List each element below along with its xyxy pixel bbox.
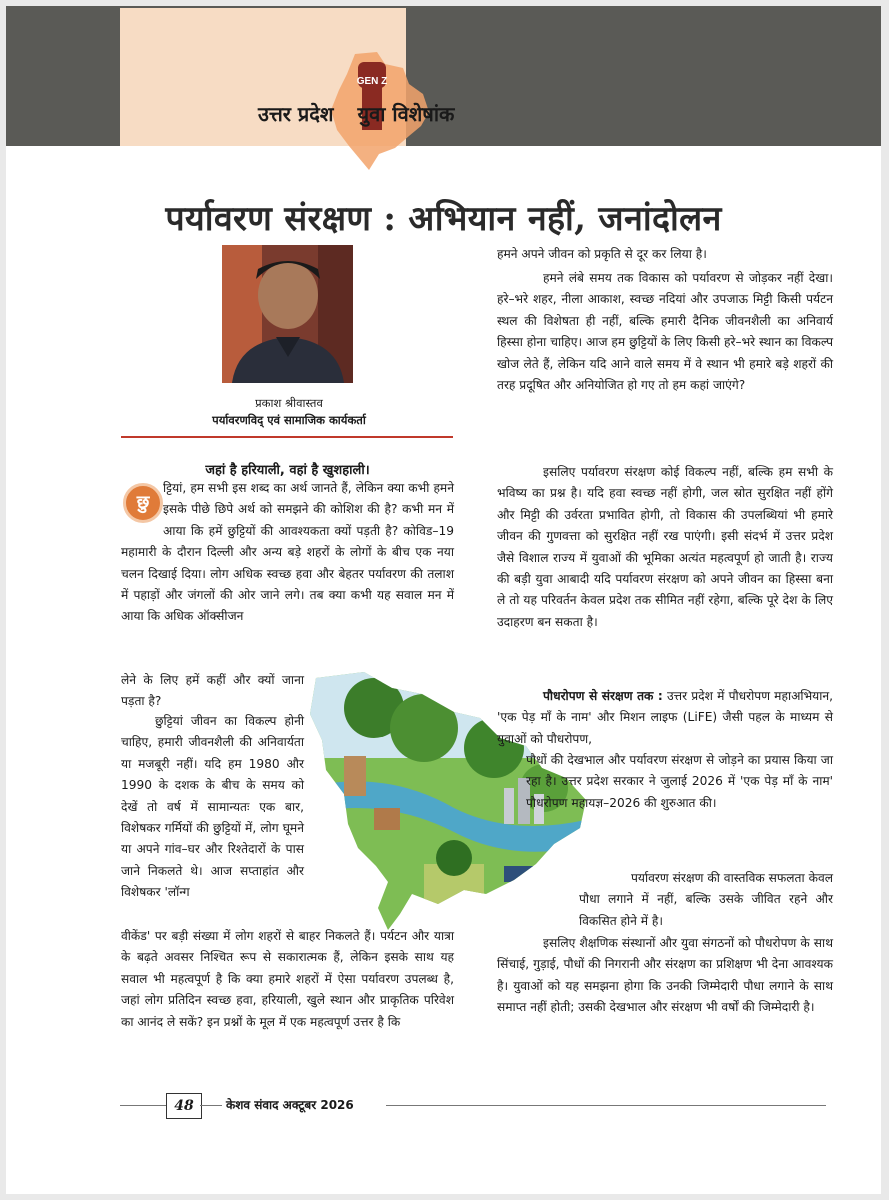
footer-rule-mid xyxy=(200,1105,222,1106)
author-name: प्रकाश श्रीवास्तव xyxy=(255,396,323,410)
section-heading-plantation: पौधरोपण से संरक्षण तक : xyxy=(543,689,663,703)
footer-rule-left xyxy=(120,1105,166,1106)
section-tag-text xyxy=(258,100,454,127)
page-number: 48 xyxy=(166,1093,202,1119)
page-footer xyxy=(6,1091,881,1121)
right-paragraph-7: इसलिए शैक्षणिक संस्थानों और युवा संगठनों को पौधरोपण के साथ सिंचाई, गुड़ाई, पौधों की निगरानी और संरक्षण का प्रशिक्षण भी देना आवश्यक है। युवाओं को यह समझना होगा कि उनकी जिम्मेदारी पौधा लगाने के साथ समाप्त नहीं होती; उसकी देखभाल और संरक्षण भी वर्षों की जिम्मेदारी है। xyxy=(497,936,833,1015)
accent-rule xyxy=(121,436,453,438)
gen-z-badge: GEN Z xyxy=(356,76,388,87)
author-role: पर्यावरणविद् एवं सामाजिक कार्यकर्ता xyxy=(212,413,366,427)
magazine-name: केशव संवाद अक्टूबर 2026 xyxy=(226,1098,354,1112)
right-paragraph-5: पौधों की देखभाल और पर्यावरण संरक्षण से जोड़ने का प्रयास किया जा रहा है। उत्तर प्रदेश सरकार ने जुलाई 2026 में 'एक पेड़ माँ के नाम' पौधरोपण महायज्ञ–2026 की शुरुआत की। xyxy=(526,753,833,810)
article-title: पर्यावरण संरक्षण : अभियान नहीं, जनांदोलन xyxy=(165,199,722,239)
section-tag xyxy=(120,8,455,146)
left-paragraph-2: लेने के लिए हमें कहीं और क्यों जाना पड़ता है? xyxy=(121,673,304,709)
right-paragraph-6: पर्यावरण संरक्षण की वास्तविक सफलता केवल पौधा लगाने में नहीं, बल्कि उसके जीवित रहने और विकसित होने में है। xyxy=(579,871,833,928)
tag-left: उत्तर प्रदेश xyxy=(258,102,334,126)
tag-right: युवा विशेषांक xyxy=(357,102,455,126)
left-paragraph-3: छुट्टियां जीवन का विकल्प होनी चाहिए, हमारी जीवनशैली की अनिवार्यता या मजबूरी नहीं। यदि हम 1980 और 1990 के दशक के बीच के समय को देखें तो वर्ष में सामान्यतः एक बार, विशेषकर गर्मियों की छुट्टियों में, लोग घूमने या अपने गांव–घर और रिश्तेदारों के पास जाने निकलते थे। आज सप्ताहांत और विशेषकर 'लॉन्ग xyxy=(121,714,304,900)
drop-cap: छु xyxy=(123,483,163,523)
right-paragraph-3: इसलिए पर्यावरण संरक्षण कोई विकल्प नहीं, बल्कि हम सभी के भविष्य का प्रश्न है। यदि हवा स्वच्छ नहीं होगी, जल स्रोत सुरक्षित नहीं होंगे और मिट्टी की उर्वरता प्रभावित होगी, तो विकास की उपलब्धियां भी हमारे जीवन की गुणवत्ता को सुरक्षित नहीं रख पाएंगी। इसी संदर्भ में उत्तर प्रदेश जैसे विशाल राज्य में युवाओं की भूमिका अत्यंत महत्वपूर्ण हो जाती है। राज्य की बड़ी युवा आबादी यदि पर्यावरण संरक्षण को अपने जीवन का हिस्सा बना ले तो यह परिवर्तन केवल प्रदेश तक सीमित नहीं रहेगा, बल्कि पूरे देश के लिए उदाहरण बन सकता है। xyxy=(497,465,833,629)
magazine-page xyxy=(6,6,881,1194)
author-portrait xyxy=(222,245,353,383)
left-paragraph-4: वीकेंड' पर बड़ी संख्या में लोग शहरों से बाहर निकलते हैं। पर्यटन और यात्रा के बढ़ते अवसर निश्चित रूप से सकारात्मक हैं, लेकिन इसके साथ यह सवाल भी महत्वपूर्ण है कि क्या हमारे शहरों में ऐसा पर्यावरण उपलब्ध है, जहां लोग प्रतिदिन स्वच्छ हवा, हरियाली, खुले स्थान और प्राकृतिक परिवेश का आनंद ले सकें? इन प्रश्नों के मूल में एक महत्वपूर्ण उत्तर है कि xyxy=(121,929,454,1029)
footer-rule-right xyxy=(386,1105,826,1106)
right-paragraph-2: हमने लंबे समय तक विकास को पर्यावरण से जोड़कर नहीं देखा। हरे–भरे शहर, नीला आकाश, स्वच्छ नदियां और उपजाऊ मिट्टी किसी पर्यटन स्थल की विशेषता ही नहीं, बल्कि हमारी दैनिक जीवनशैली का अनिवार्य हिस्सा होना चाहिए। आज हम छुट्टियों के लिए किसी हरे–भरे स्थान का विकल्प खोज लेते हैं, लेकिन यदि आने वाले समय में वे स्थान भी हमारे बड़े शहरों की तरह प्रदूषित और अनियोजित हो गए तो हम कहां जाएंगे? xyxy=(497,271,833,393)
subheading: जहां है हरियाली, वहां है खुशहाली। xyxy=(205,463,370,478)
right-paragraph-4: पौधरोपण से संरक्षण तक : उत्तर प्रदेश में पौधरोपण महाअभियान, 'एक पेड़ माँ के नाम' और मिशन लाइफ (LiFE) जैसी पहल के माध्यम से युवाओं को पौधरोपण, xyxy=(497,689,833,746)
left-paragraph-1: ट्टियां, हम सभी इस शब्द का अर्थ जानते हैं, लेकिन क्या कभी हमने इसके पीछे छिपे अर्थ को समझने की कोशिश की है? कभी मन में आया कि हमें छुट्टियों की आवश्यकता क्यों पड़ती है? कोविड–19 महामारी के दौरान दिल्ली और अन्य बड़े शहरों के लोगों के बीच एक नया चलन दिखाई दिया। लोग अधिक स्वच्छ हवा और बेहतर पर्यावरण की तलाश में पहाड़ों और जंगलों की ओर जाने लगे। तब क्या कभी यह सवाल मन में आया कि अधिक ऑक्सीजन xyxy=(121,481,454,624)
right-paragraph-1: हमने अपने जीवन को प्रकृति से दूर कर लिया है। xyxy=(497,247,707,261)
author-block xyxy=(124,395,454,429)
